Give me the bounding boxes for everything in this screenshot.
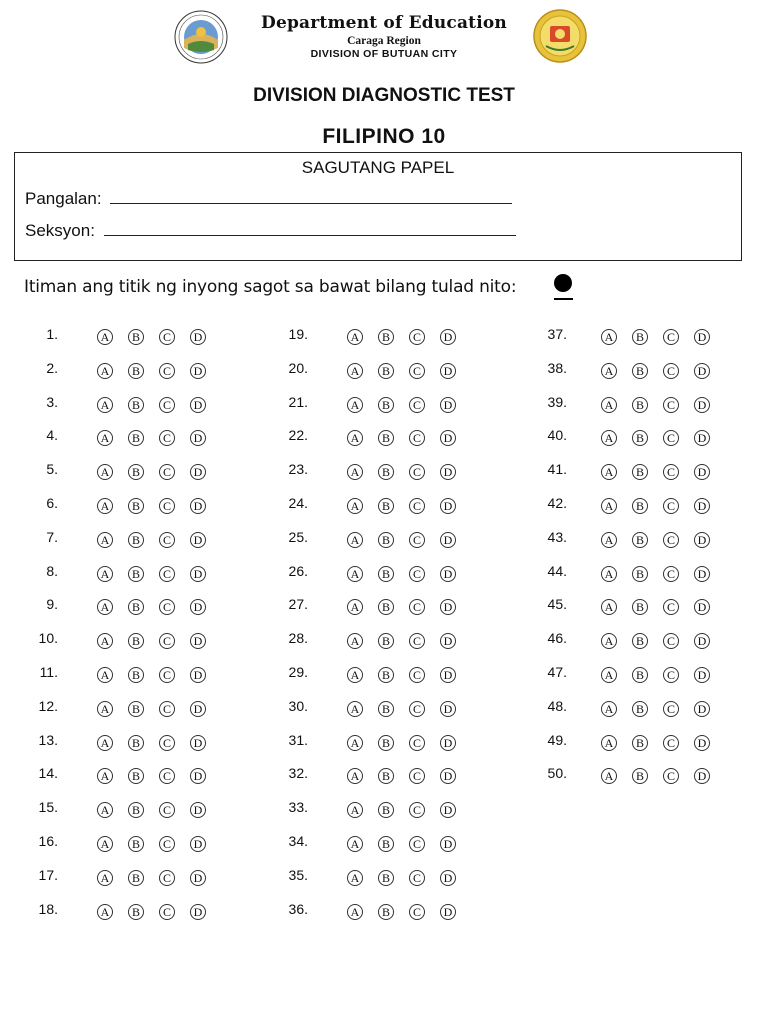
answer-bubble-c[interactable]: C	[663, 566, 679, 582]
item-number: 16.	[38, 833, 58, 849]
answer-bubble-a[interactable]: A	[601, 363, 617, 379]
answer-bubble-b[interactable]: B	[378, 870, 394, 886]
answer-bubble-c[interactable]: C	[409, 870, 425, 886]
answer-item	[0, 394, 768, 414]
answer-bubble-b[interactable]: B	[378, 836, 394, 852]
answer-bubble-a[interactable]: A	[97, 802, 113, 818]
answer-bubble-a[interactable]: A	[601, 329, 617, 345]
answer-bubble-b[interactable]: B	[128, 464, 144, 480]
answer-bubble-b[interactable]: B	[378, 430, 394, 446]
answer-bubble-c[interactable]: C	[663, 329, 679, 345]
answer-bubble-c[interactable]: C	[409, 802, 425, 818]
answer-bubble-c[interactable]: C	[159, 904, 175, 920]
answer-bubble-a[interactable]: A	[347, 430, 363, 446]
item-number: 35.	[288, 866, 308, 883]
answer-bubble-d[interactable]: D	[190, 599, 206, 615]
answer-bubble-b[interactable]: B	[632, 735, 648, 751]
answer-bubble-d[interactable]: D	[694, 667, 710, 683]
answer-bubble-b[interactable]: B	[128, 599, 144, 615]
answer-bubble-b[interactable]: B	[378, 566, 394, 582]
answer-bubble-d[interactable]: D	[440, 498, 456, 514]
answer-bubble-c[interactable]: C	[159, 498, 175, 514]
answer-bubble-b[interactable]: B	[128, 329, 144, 345]
item-number: 43.	[547, 528, 567, 545]
answer-bubble-c[interactable]: C	[159, 836, 175, 852]
answer-bubble-a[interactable]: A	[347, 498, 363, 514]
answer-bubble-d[interactable]: D	[694, 735, 710, 751]
answer-bubble-b[interactable]: B	[378, 329, 394, 345]
answer-bubble-d[interactable]: D	[694, 329, 710, 345]
answer-bubble-b[interactable]: B	[128, 430, 144, 446]
answer-item	[0, 867, 768, 887]
answer-bubble-b[interactable]: B	[378, 904, 394, 920]
answer-bubble-a[interactable]: A	[97, 701, 113, 717]
answer-bubble-b[interactable]: B	[378, 701, 394, 717]
answer-bubble-d[interactable]: D	[190, 363, 206, 379]
item-number: 23.	[288, 461, 308, 478]
answer-bubble-b[interactable]: B	[128, 701, 144, 717]
item-number: 11.	[39, 664, 58, 680]
answer-bubble-a[interactable]: A	[97, 397, 113, 413]
item-number: 18.	[38, 900, 58, 917]
answer-bubble-d[interactable]: D	[190, 802, 206, 818]
answer-bubble-c[interactable]: C	[159, 566, 175, 582]
answer-bubble-c[interactable]: C	[663, 430, 679, 446]
answer-bubble-d[interactable]: D	[190, 667, 206, 683]
item-number: 41.	[547, 461, 567, 478]
answer-bubble-a[interactable]: A	[97, 329, 113, 345]
answer-item	[0, 833, 768, 853]
answer-bubble-a[interactable]: A	[347, 566, 363, 582]
item-number: 48.	[547, 697, 567, 714]
item-number: 46.	[547, 630, 567, 647]
answer-bubble-a[interactable]: A	[347, 904, 363, 920]
division-name: DIVISION OF BUTUAN CITY	[310, 48, 458, 60]
answer-bubble-a[interactable]: A	[347, 870, 363, 886]
item-number: 39.	[547, 393, 567, 410]
answer-bubble-d[interactable]: D	[190, 464, 206, 480]
answer-bubble-d[interactable]: D	[440, 667, 456, 683]
answer-bubble-c[interactable]: C	[409, 904, 425, 920]
answer-bubble-c[interactable]: C	[159, 397, 175, 413]
answer-bubble-d[interactable]: D	[440, 532, 456, 548]
answer-item	[0, 461, 768, 481]
answer-bubble-d[interactable]: D	[190, 701, 206, 717]
answer-bubble-d[interactable]: D	[440, 430, 456, 446]
item-number: 17.	[38, 866, 58, 883]
answer-bubble-d[interactable]: D	[190, 498, 206, 514]
item-number: 10.	[38, 630, 58, 647]
answer-bubble-c[interactable]: C	[409, 735, 425, 751]
answer-bubble-c[interactable]: C	[409, 768, 425, 784]
item-number: 1.	[46, 326, 58, 342]
answer-bubble-b[interactable]: B	[128, 397, 144, 413]
answer-bubble-a[interactable]: A	[97, 870, 113, 886]
item-number: 4.	[46, 427, 58, 444]
answer-bubble-d[interactable]: D	[440, 701, 456, 717]
answer-bubble-d[interactable]: D	[190, 532, 206, 548]
answer-bubble-a[interactable]: A	[347, 464, 363, 480]
item-number: 33.	[288, 799, 308, 816]
item-number: 26.	[288, 562, 308, 579]
item-number: 3.	[46, 393, 58, 410]
answer-bubble-b[interactable]: B	[632, 599, 648, 615]
answer-bubble-b[interactable]: B	[632, 768, 648, 784]
answer-item	[0, 698, 768, 718]
item-number: 37.	[547, 326, 567, 342]
answer-bubble-a[interactable]: A	[347, 667, 363, 683]
item-number: 21.	[288, 393, 308, 410]
answer-bubble-c[interactable]: C	[409, 363, 425, 379]
answer-bubble-a[interactable]: A	[347, 397, 363, 413]
answer-bubble-c[interactable]: C	[159, 363, 175, 379]
answer-bubble-a[interactable]: A	[97, 532, 113, 548]
answer-bubble-c[interactable]: C	[159, 633, 175, 649]
item-number: 19.	[288, 326, 308, 342]
answer-item	[0, 495, 768, 515]
section-field[interactable]	[25, 221, 516, 241]
item-number: 25.	[288, 528, 308, 545]
answer-bubble-d[interactable]: D	[440, 904, 456, 920]
answer-bubble-a[interactable]: A	[97, 430, 113, 446]
answer-bubble-d[interactable]: D	[694, 768, 710, 784]
answer-bubble-c[interactable]: C	[409, 498, 425, 514]
answer-bubble-b[interactable]: B	[128, 735, 144, 751]
answer-bubble-d[interactable]: D	[440, 397, 456, 413]
answer-bubble-a[interactable]: A	[97, 599, 113, 615]
answer-bubble-a[interactable]: A	[601, 667, 617, 683]
item-number: 44.	[547, 562, 567, 579]
answer-sheet-title: SAGUTANG PAPEL	[301, 158, 455, 177]
answer-bubble-c[interactable]: C	[159, 430, 175, 446]
answer-bubble-b[interactable]: B	[128, 498, 144, 514]
answer-bubble-c[interactable]: C	[409, 667, 425, 683]
answer-bubble-c[interactable]: C	[159, 599, 175, 615]
item-number: 28.	[288, 630, 308, 647]
answer-item	[0, 529, 768, 549]
answer-bubble-b[interactable]: B	[632, 566, 648, 582]
item-number: 40.	[547, 427, 567, 444]
item-number: 9.	[46, 596, 58, 613]
answer-bubble-a[interactable]: A	[97, 363, 113, 379]
item-number: 12.	[38, 697, 58, 714]
answer-bubble-d[interactable]: D	[440, 870, 456, 886]
answer-bubble-b[interactable]: B	[378, 498, 394, 514]
answer-bubble-a[interactable]: A	[347, 735, 363, 751]
answer-bubble-d[interactable]: D	[190, 735, 206, 751]
answer-bubble-a[interactable]: A	[347, 701, 363, 717]
item-number: 22.	[288, 427, 308, 444]
answer-item	[0, 596, 768, 616]
answer-bubble-b[interactable]: B	[632, 363, 648, 379]
answer-bubble-c[interactable]: C	[409, 599, 425, 615]
answer-bubble-b[interactable]: B	[128, 532, 144, 548]
answer-item	[0, 427, 768, 447]
item-number: 7.	[46, 528, 58, 545]
answer-bubble-a[interactable]: A	[97, 633, 113, 649]
item-number: 50.	[547, 765, 567, 782]
answer-bubble-a[interactable]: A	[347, 532, 363, 548]
answer-bubble-b[interactable]: B	[378, 735, 394, 751]
answer-bubble-d[interactable]: D	[440, 329, 456, 345]
item-number: 38.	[547, 359, 567, 376]
answer-bubble-c[interactable]: C	[663, 397, 679, 413]
answer-bubble-a[interactable]: A	[347, 363, 363, 379]
answer-bubble-a[interactable]: A	[347, 599, 363, 615]
answer-bubble-d[interactable]: D	[440, 633, 456, 649]
region-name: Caraga Region	[347, 35, 421, 47]
name-field[interactable]	[25, 189, 512, 209]
answer-bubble-b[interactable]: B	[632, 498, 648, 514]
item-number: 14.	[38, 765, 58, 782]
answer-bubble-b[interactable]: B	[632, 532, 648, 548]
answer-item	[0, 732, 768, 752]
answer-bubble-c[interactable]: C	[663, 633, 679, 649]
item-number: 32.	[288, 765, 308, 782]
answer-bubble-d[interactable]: D	[190, 633, 206, 649]
answer-bubble-a[interactable]: A	[97, 735, 113, 751]
answer-bubble-b[interactable]: B	[632, 667, 648, 683]
answer-bubble-d[interactable]: D	[694, 532, 710, 548]
answer-item	[0, 799, 768, 819]
answer-bubble-b[interactable]: B	[632, 397, 648, 413]
answer-sheet-info-box	[14, 152, 742, 261]
item-number: 15.	[38, 799, 58, 816]
answer-bubble-c[interactable]: C	[409, 532, 425, 548]
answer-bubble-c[interactable]: C	[663, 701, 679, 717]
item-number: 5.	[46, 461, 58, 478]
answer-bubble-c[interactable]: C	[409, 397, 425, 413]
answer-bubble-d[interactable]: D	[694, 464, 710, 480]
answer-bubble-b[interactable]: B	[378, 633, 394, 649]
answer-item	[0, 360, 768, 380]
answer-bubble-b[interactable]: B	[128, 768, 144, 784]
answer-bubble-a[interactable]: A	[601, 532, 617, 548]
answer-bubble-d[interactable]: D	[440, 768, 456, 784]
answer-bubble-d[interactable]: D	[190, 904, 206, 920]
answer-bubble-c[interactable]: C	[409, 836, 425, 852]
answer-bubble-a[interactable]: A	[601, 566, 617, 582]
answer-bubble-c[interactable]: C	[409, 430, 425, 446]
answer-bubble-b[interactable]: B	[632, 464, 648, 480]
example-underline	[554, 298, 573, 300]
answer-bubble-b[interactable]: B	[632, 329, 648, 345]
answer-bubble-c[interactable]: C	[663, 735, 679, 751]
answer-bubble-a[interactable]: A	[347, 768, 363, 784]
answer-bubble-b[interactable]: B	[128, 802, 144, 818]
answer-bubble-d[interactable]: D	[694, 566, 710, 582]
answer-bubble-a[interactable]: A	[601, 701, 617, 717]
test-title: DIVISION DIAGNOSTIC TEST	[253, 85, 515, 106]
answer-bubble-b[interactable]: B	[128, 904, 144, 920]
answer-bubble-b[interactable]: B	[128, 566, 144, 582]
answer-bubble-c[interactable]: C	[663, 464, 679, 480]
answer-item	[0, 630, 768, 650]
answer-bubble-d[interactable]: D	[440, 735, 456, 751]
section-label: Seksyon:	[25, 221, 95, 240]
item-number: 42.	[547, 495, 567, 511]
answer-bubble-d[interactable]: D	[440, 464, 456, 480]
answer-bubble-b[interactable]: B	[378, 768, 394, 784]
answer-bubble-b[interactable]: B	[128, 836, 144, 852]
answer-bubble-c[interactable]: C	[663, 768, 679, 784]
answer-bubble-c[interactable]: C	[409, 464, 425, 480]
answer-bubble-d[interactable]: D	[440, 363, 456, 379]
answer-bubble-a[interactable]: A	[601, 768, 617, 784]
answer-bubble-a[interactable]: A	[97, 667, 113, 683]
answer-bubble-b[interactable]: B	[378, 532, 394, 548]
item-number: 6.	[46, 495, 58, 511]
item-number: 2.	[46, 359, 58, 376]
answer-bubble-a[interactable]: A	[347, 633, 363, 649]
item-number: 36.	[288, 900, 308, 917]
answer-bubble-c[interactable]: C	[159, 464, 175, 480]
answer-bubble-c[interactable]: C	[159, 802, 175, 818]
answer-bubble-b[interactable]: B	[128, 667, 144, 683]
answer-bubble-b[interactable]: B	[378, 667, 394, 683]
answer-bubble-a[interactable]: A	[97, 768, 113, 784]
answer-item	[0, 664, 768, 684]
answer-bubble-c[interactable]: C	[159, 768, 175, 784]
answer-bubble-d[interactable]: D	[190, 768, 206, 784]
answer-bubble-c[interactable]: C	[159, 532, 175, 548]
answer-bubble-d[interactable]: D	[694, 397, 710, 413]
answer-bubble-d[interactable]: D	[694, 498, 710, 514]
answer-bubble-c[interactable]: C	[159, 329, 175, 345]
answer-bubble-b[interactable]: B	[128, 870, 144, 886]
answer-bubble-a[interactable]: A	[347, 802, 363, 818]
answer-bubble-c[interactable]: C	[159, 735, 175, 751]
answer-item	[0, 563, 768, 583]
subject-title: FILIPINO 10	[322, 125, 446, 148]
answer-bubble-a[interactable]: A	[601, 599, 617, 615]
item-number: 34.	[288, 833, 308, 849]
answer-bubble-d[interactable]: D	[190, 870, 206, 886]
section-blank-line[interactable]	[104, 221, 516, 236]
answer-bubble-b[interactable]: B	[378, 363, 394, 379]
answer-bubble-c[interactable]: C	[663, 498, 679, 514]
answer-bubble-d[interactable]: D	[440, 802, 456, 818]
answer-bubble-d[interactable]: D	[694, 363, 710, 379]
answer-bubble-d[interactable]: D	[694, 701, 710, 717]
answer-bubble-c[interactable]: C	[159, 870, 175, 886]
answer-item	[0, 765, 768, 785]
answer-bubble-b[interactable]: B	[632, 701, 648, 717]
answer-bubble-a[interactable]: A	[347, 329, 363, 345]
answer-bubble-c[interactable]: C	[663, 532, 679, 548]
answer-bubble-d[interactable]: D	[694, 599, 710, 615]
item-number: 13.	[38, 731, 58, 748]
answer-bubble-d[interactable]: D	[440, 566, 456, 582]
answer-bubble-b[interactable]: B	[632, 430, 648, 446]
answer-bubble-a[interactable]: A	[97, 566, 113, 582]
answer-bubble-c[interactable]: C	[409, 329, 425, 345]
item-number: 24.	[288, 495, 308, 511]
answer-bubble-d[interactable]: D	[190, 329, 206, 345]
answer-bubble-d[interactable]: D	[190, 836, 206, 852]
answer-bubble-d[interactable]: D	[694, 633, 710, 649]
name-blank-line[interactable]	[110, 189, 512, 204]
answer-bubble-c[interactable]: C	[409, 566, 425, 582]
answer-bubble-b[interactable]: B	[128, 633, 144, 649]
answer-bubble-c[interactable]: C	[409, 633, 425, 649]
answer-bubble-c[interactable]: C	[663, 599, 679, 615]
item-number: 47.	[547, 664, 567, 680]
answer-bubble-b[interactable]: B	[632, 633, 648, 649]
answer-bubble-a[interactable]: A	[97, 498, 113, 514]
answer-bubble-a[interactable]: A	[601, 735, 617, 751]
answer-item	[0, 901, 768, 921]
answer-bubble-a[interactable]: A	[97, 464, 113, 480]
answer-bubble-d[interactable]: D	[440, 599, 456, 615]
answer-bubble-a[interactable]: A	[601, 633, 617, 649]
answer-item	[0, 326, 768, 346]
answer-bubble-c[interactable]: C	[159, 701, 175, 717]
answer-bubble-c[interactable]: C	[663, 363, 679, 379]
answer-bubble-c[interactable]: C	[159, 667, 175, 683]
item-number: 49.	[547, 731, 567, 748]
answer-bubble-c[interactable]: C	[663, 667, 679, 683]
item-number: 27.	[288, 596, 308, 613]
answer-bubble-a[interactable]: A	[601, 430, 617, 446]
item-number: 8.	[46, 562, 58, 579]
answer-bubble-b[interactable]: B	[378, 464, 394, 480]
answer-bubble-d[interactable]: D	[190, 430, 206, 446]
answer-bubble-b[interactable]: B	[378, 397, 394, 413]
answer-bubble-a[interactable]: A	[97, 836, 113, 852]
answer-bubble-c[interactable]: C	[409, 701, 425, 717]
item-number: 45.	[547, 596, 567, 613]
answer-bubble-a[interactable]: A	[601, 498, 617, 514]
answer-bubble-d[interactable]: D	[190, 566, 206, 582]
answer-bubble-a[interactable]: A	[347, 836, 363, 852]
answer-bubble-d[interactable]: D	[190, 397, 206, 413]
item-number: 31.	[288, 731, 308, 748]
instruction-text: Itiman ang titik ng inyong sagot sa bawat bilang tulad nito:	[24, 277, 517, 297]
answer-bubble-d[interactable]: D	[694, 430, 710, 446]
answer-bubble-b[interactable]: B	[378, 599, 394, 615]
item-number: 29.	[288, 664, 308, 680]
answer-bubble-a[interactable]: A	[601, 397, 617, 413]
answer-bubble-b[interactable]: B	[128, 363, 144, 379]
item-number: 20.	[288, 359, 308, 376]
department-name: Department of Education	[261, 13, 507, 33]
item-number: 30.	[288, 697, 308, 714]
answer-bubble-a[interactable]: A	[97, 904, 113, 920]
answer-bubble-d[interactable]: D	[440, 836, 456, 852]
answer-bubble-a[interactable]: A	[601, 464, 617, 480]
name-label: Pangalan:	[25, 189, 102, 208]
answer-bubble-b[interactable]: B	[378, 802, 394, 818]
filled-bubble-example-icon	[554, 274, 572, 292]
